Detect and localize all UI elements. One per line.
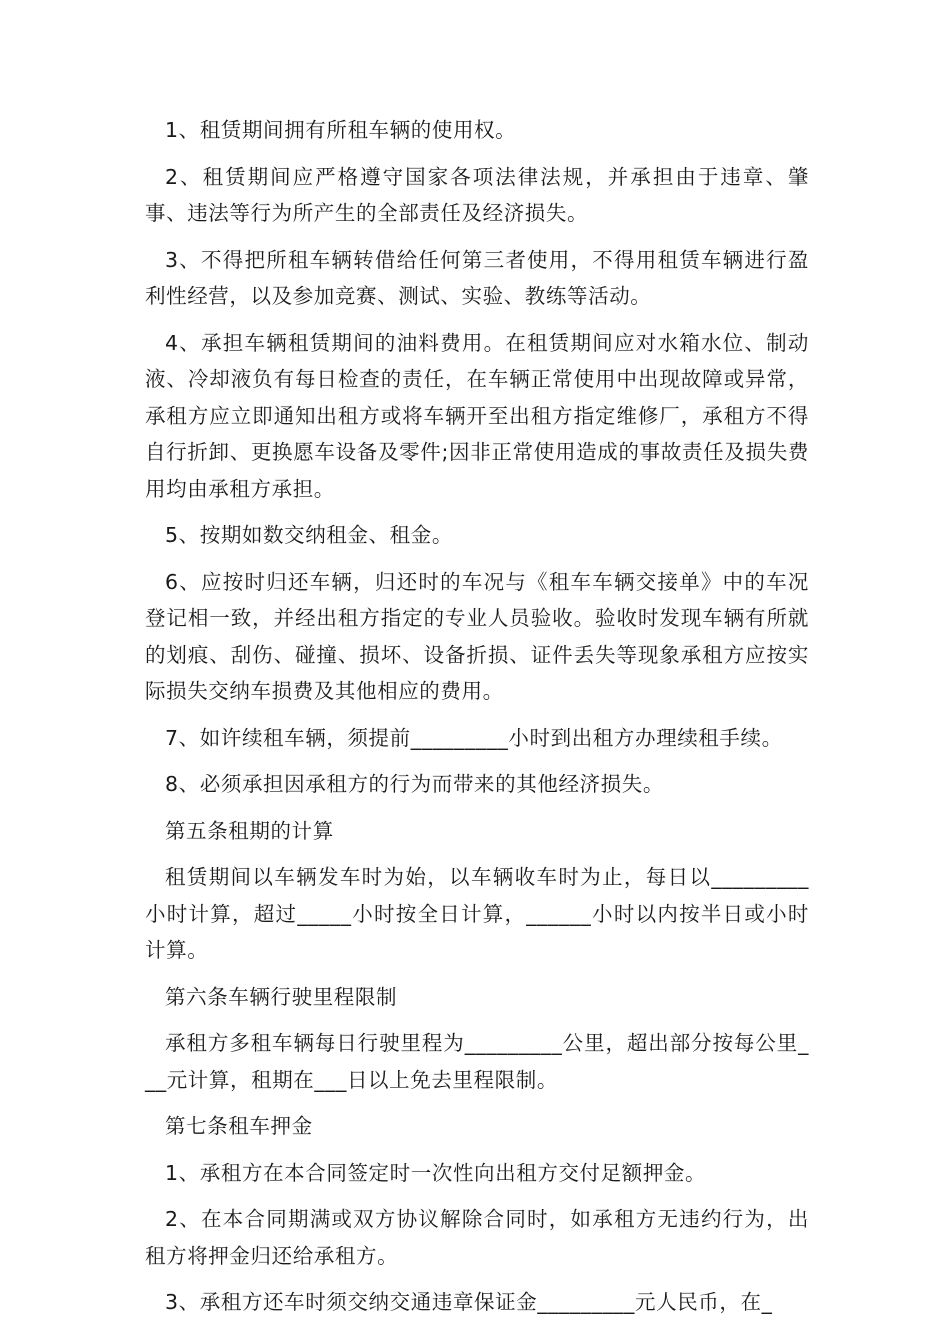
article-7-clause-3: 3、承租方还车时须交纳交通违章保证金_________元人民币，在_ xyxy=(165,1290,773,1314)
clause-5-pay-rent: 5、按期如数交纳租金、租金。 xyxy=(165,523,453,547)
clause-7-renewal: 7、如许续租车辆，须提前_________小时到出租方办理续租手续。 xyxy=(165,725,783,750)
article-6-heading: 第六条车辆行驶里程限制 xyxy=(165,984,398,1009)
clause-4-fuel-maintenance: 4、承担车辆租赁期间的油料费用。在租赁期间应对水箱水位、制动液、冷却液负有每日检查的责任，在车辆正常使用中出现故障或异常，承租方应立即通知出租方或将车辆开至出租方指定维修厂，承租方不得自行折卸、更换愿车设备及零件;因非正常使用造成的事故责任及损失费用均由承租方承担。 xyxy=(145,330,809,501)
article-7-clause-2: 2、在本合同期满或双方协议解除合同时，如承租方无违约行为，出租方将押金归还给承租方。 xyxy=(145,1207,809,1268)
clause-8-other-losses: 8、必须承担因承租方的行为而带来的其他经济损失。 xyxy=(165,772,664,796)
clause-3-no-sublease: 3、不得把所租车辆转借给任何第三者使用，不得用租赁车辆进行盈利性经营，以及参加竞赛、测试、实验、教练等活动。 xyxy=(145,247,809,308)
article-6-body: 承租方多租车辆每日行驶里程为_________公里，超出部分按每公里___元计算，租期在___日以上免去里程限制。 xyxy=(145,1031,809,1092)
clause-6-return-vehicle: 6、应按时归还车辆，归还时的车况与《租车车辆交接单》中的车况登记相一致，并经出租方指定的专业人员验收。验收时发现车辆有所就的划痕、刮伤、碰撞、损坏、设备折损、证件丢失等现象承租方应按实际损失交纳车损费及其他相应的费用。 xyxy=(145,569,809,703)
clause-1-use-right: 1、租赁期间拥有所租车辆的使用权。 xyxy=(165,118,517,142)
clause-2-obey-laws: 2、租赁期间应严格遵守国家各项法律法规，并承担由于违章、肇事、违法等行为所产生的全部责任及经济损失。 xyxy=(145,164,809,225)
article-7-clause-1: 1、承租方在本合同签定时一次性向出租方交付足额押金。 xyxy=(165,1160,707,1185)
article-5-heading: 第五条租期的计算 xyxy=(165,818,334,843)
document-body xyxy=(145,112,809,1331)
article-7-heading: 第七条租车押金 xyxy=(165,1114,313,1138)
article-5-body: 租赁期间以车辆发车时为始，以车辆收车时为止，每日以_________小时计算，超过_____小时按全日计算，______小时以内按半日或小时计算。 xyxy=(145,865,809,962)
